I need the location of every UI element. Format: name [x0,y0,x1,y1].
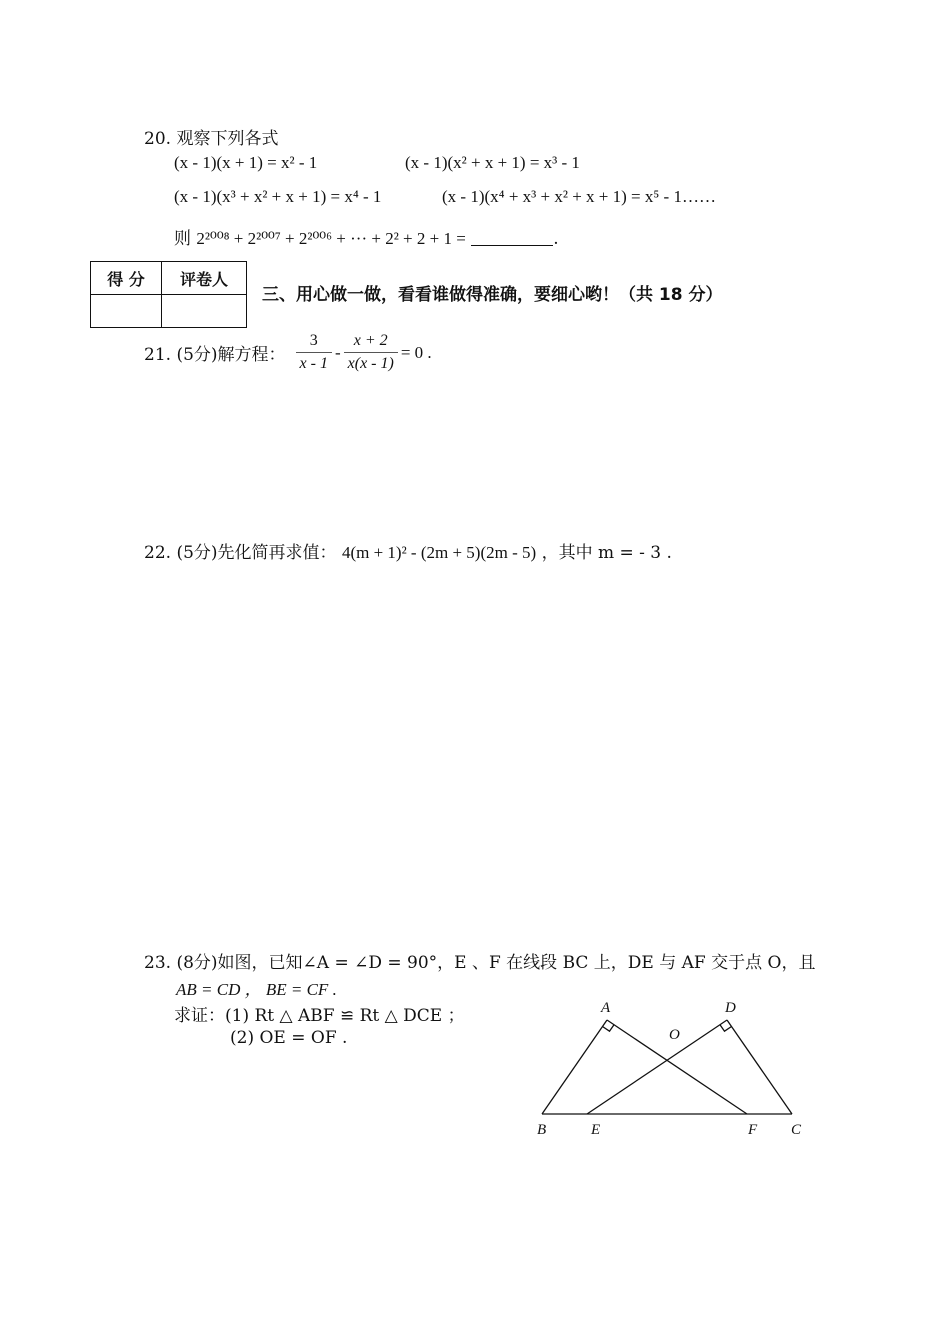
q21-frac2-denominator: x(x - 1) [347,355,394,372]
q21-frac1-denominator: x - 1 [299,355,328,372]
q20-question-line [174,224,559,249]
q23-line2: AB = CD ， BE = CF . [176,980,337,999]
q20-title: 20. 观察下列各式 [144,129,279,149]
q21-line [144,332,432,373]
score-table [90,261,247,328]
q20-eq4: (x - 1)(x⁴ + x³ + x² + x + 1) = x⁵ - 1…… [442,187,716,206]
q20-ask-prefix: 则 [174,229,191,249]
section3-heading: 三、用心做一做，看看谁做得准确，要细心哟！（共 18 分） [262,285,723,305]
q21-frac2-numerator: x + 2 [344,332,398,353]
q21-rhs: = 0 . [400,342,432,362]
q21-fraction-2 [344,332,398,373]
label-c: C [791,1122,802,1138]
q22-condition: ，其中 m = - 3 . [541,543,672,563]
q20-answer-blank[interactable] [471,231,553,246]
q21-label: 21. (5分)解方程： [144,345,286,365]
score-cell[interactable] [91,295,162,328]
segment-dc [727,1020,792,1114]
q21-minus: - [334,342,341,362]
right-angle-mark-d [720,1025,732,1032]
label-a: A [601,1000,611,1016]
right-angle-mark-a [603,1025,615,1032]
q20-eq3: (x - 1)(x³ + x² + x + 1) = x⁴ - 1 [174,187,382,206]
q22-expression: 4(m + 1)² - (2m + 5)(2m - 5) [341,543,537,562]
q20-eq1: (x - 1)(x + 1) = x² - 1 [174,153,318,172]
q23-prove1: 求证：(1) Rt △ ABF ≌ Rt △ DCE ； [174,1006,465,1026]
q20-ask-expr: 2²⁰⁰⁸ + 2²⁰⁰⁷ + 2²⁰⁰⁶ + ··· + 2² + 2 + 1 = [196,229,466,248]
q23-prove2: (2) OE = OF . [230,1028,348,1048]
q22-label: 22. (5分)先化简再求值： [144,543,337,563]
segment-ab [542,1020,607,1114]
label-o: O [669,1027,680,1043]
label-e: E [591,1122,601,1138]
q22-line [144,538,672,563]
q21-frac1-numerator: 3 [296,332,332,353]
q20-ask-suffix: . [553,229,559,249]
score-header: 得 分 [91,262,162,295]
grader-cell[interactable] [162,295,247,328]
label-f: F [748,1122,758,1138]
q21-fraction-1 [296,332,332,373]
label-b: B [537,1122,547,1138]
segment-de [587,1020,727,1114]
label-d: D [725,1000,736,1016]
geometry-figure [520,990,820,1150]
grader-header: 评卷人 [162,262,247,295]
q23-line1: 23. (8分)如图，已知∠A = ∠D = 90°，E 、F 在线段 BC 上，DE 与 AF 交于点 O，且 [144,953,816,973]
q20-eq2: (x - 1)(x² + x + 1) = x³ - 1 [405,153,580,172]
